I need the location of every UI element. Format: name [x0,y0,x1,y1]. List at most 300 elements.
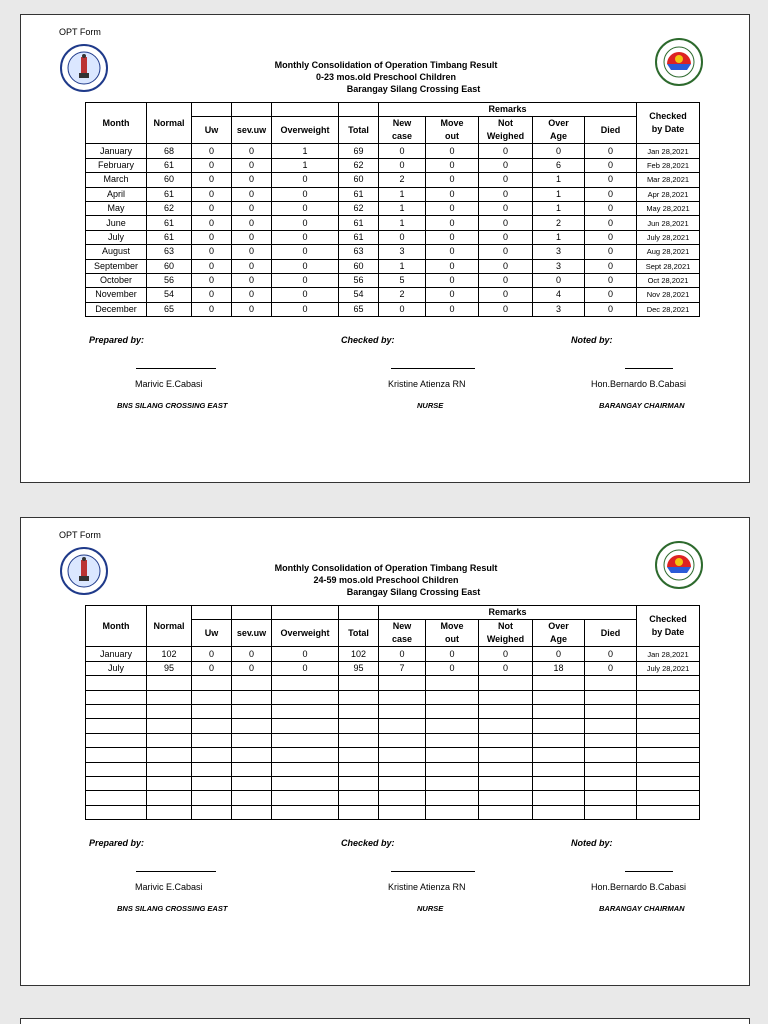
opt-form-page-2 [20,517,750,986]
table-cell: Nov 28,2021 [637,288,700,302]
noted-by-label: Noted by: [571,838,613,848]
table-cell: 0 [479,661,533,675]
table-cell: Jan 28,2021 [637,144,700,158]
table-cell [86,719,147,733]
table-cell [585,776,637,790]
header-new-case: New case [379,620,426,647]
header-sev-uw: sev.uw [232,117,272,144]
table-cell: 0 [232,302,272,316]
table-cell: Sept 28,2021 [637,259,700,273]
table-cell: November [86,288,147,302]
table-cell: June [86,216,147,230]
table-cell: 0 [272,273,339,287]
table-row [86,216,700,230]
table-cell: 0 [192,144,232,158]
table-cell: 1 [533,173,585,187]
table-cell: 0 [272,230,339,244]
table-cell [479,748,533,762]
table-cell: 68 [147,144,192,158]
table-cell: 1 [379,201,426,215]
table-cell: Apr 28,2021 [637,187,700,201]
table-cell: 0 [232,259,272,273]
table-cell: 0 [533,144,585,158]
table-cell [232,704,272,718]
table-cell: 54 [147,288,192,302]
table-cell: 62 [147,201,192,215]
table-cell: Feb 28,2021 [637,158,700,172]
header-normal: Normal [147,606,192,647]
signature-line [136,871,216,872]
signature-line [391,871,475,872]
table-cell: 0 [192,216,232,230]
table-cell [379,805,426,819]
table-cell [86,676,147,690]
prepared-by-name: Marivic E.Cabasi [135,379,203,389]
table-cell [192,719,232,733]
table-cell: July 28,2021 [637,661,700,675]
table-cell [479,676,533,690]
table-cell [585,805,637,819]
table-cell: 0 [232,661,272,675]
table-cell [637,733,700,747]
table-cell [637,762,700,776]
table-cell [147,748,192,762]
table-cell [339,776,379,790]
table-cell: 0 [272,302,339,316]
table-cell: 0 [426,647,479,661]
header-uw: Uw [192,117,232,144]
table-cell [147,776,192,790]
table-cell: 0 [232,173,272,187]
table-cell [86,776,147,790]
table-row [86,302,700,316]
table-row [86,733,700,747]
table-cell [637,704,700,718]
table-cell [585,733,637,747]
table-row [86,647,700,661]
table-cell: 7 [379,661,426,675]
table-row [86,719,700,733]
header-month: Month [86,606,147,647]
table-cell: August [86,245,147,259]
table-cell [272,776,339,790]
header-remarks: Remarks [379,103,637,117]
table-row [86,158,700,172]
table-cell: 0 [585,661,637,675]
table-cell [479,776,533,790]
header-total: Total [339,117,379,144]
table-cell: 0 [272,661,339,675]
signature-line [136,368,216,369]
table-cell: 0 [533,273,585,287]
noted-by-name: Hon.Bernardo B.Cabasi [591,379,687,389]
table-cell: February [86,158,147,172]
table-cell: 0 [479,647,533,661]
table-cell [147,791,192,805]
table-cell: 0 [426,259,479,273]
table-cell: 0 [232,288,272,302]
table-cell: 0 [232,144,272,158]
table-cell [192,805,232,819]
header-over-age: Over Age [533,620,585,647]
table-cell: 0 [379,230,426,244]
table-cell: 0 [379,144,426,158]
table-cell [232,748,272,762]
table-cell [272,704,339,718]
table-cell: 62 [339,158,379,172]
table-cell [379,690,426,704]
header-not-weighed: Not Weighed [479,620,533,647]
table-row [86,259,700,273]
table-cell: 2 [379,288,426,302]
table-cell: 0 [379,647,426,661]
table-cell: 0 [192,647,232,661]
table-cell [147,719,192,733]
table-cell: 60 [147,259,192,273]
table-cell: 1 [272,144,339,158]
table-cell: 4 [533,288,585,302]
table-cell: 3 [533,302,585,316]
table-cell: May [86,201,147,215]
table-cell: 63 [339,245,379,259]
table-cell: 1 [533,230,585,244]
table-cell [379,748,426,762]
table-cell: 69 [339,144,379,158]
table-cell: 61 [147,230,192,244]
table-cell [232,791,272,805]
table-cell: 61 [339,230,379,244]
table-cell [379,676,426,690]
table-cell: 0 [232,245,272,259]
checked-by-role: NURSE [417,904,444,913]
table-cell: 0 [232,201,272,215]
table-cell: September [86,259,147,273]
table-cell [339,719,379,733]
table-cell: 1 [272,158,339,172]
table-cell [585,748,637,762]
table-cell [192,791,232,805]
table-row [86,273,700,287]
table-cell: 0 [426,245,479,259]
table-cell: 18 [533,661,585,675]
table-cell: 0 [192,230,232,244]
noted-by-name: Hon.Bernardo B.Cabasi [591,882,687,892]
table-cell [86,805,147,819]
header-checked-by-date: Checked by Date [637,103,700,144]
table-cell: 61 [339,216,379,230]
table-cell: 1 [533,187,585,201]
table-cell: 3 [533,259,585,273]
table-cell: 62 [339,201,379,215]
table-cell [232,719,272,733]
header-checked-by-date: Checked by Date [637,606,700,647]
table-cell: 0 [585,259,637,273]
table-cell: December [86,302,147,316]
noted-by-role: BARANGAY CHAIRMAN [599,904,685,913]
table-cell [379,733,426,747]
table-cell: 60 [339,173,379,187]
opt-results-table [85,102,700,317]
table-cell [533,676,585,690]
form-label: OPT Form [59,530,101,540]
noted-by-role: BARANGAY CHAIRMAN [599,401,685,410]
table-cell [86,690,147,704]
table-cell: 65 [147,302,192,316]
table-cell: 1 [533,201,585,215]
form-label: OPT Form [59,27,101,37]
table-cell [86,704,147,718]
table-cell [339,791,379,805]
table-cell: 3 [379,245,426,259]
table-cell [533,748,585,762]
table-cell: 0 [426,288,479,302]
table-cell: 56 [147,273,192,287]
table-row [86,187,700,201]
table-cell: March [86,173,147,187]
table-cell: 0 [585,302,637,316]
table-cell: 0 [426,158,479,172]
table-cell [585,676,637,690]
table-cell: 0 [192,302,232,316]
table-cell [426,791,479,805]
table-cell [533,791,585,805]
table-row [86,245,700,259]
table-cell: 6 [533,158,585,172]
table-cell [533,690,585,704]
table-cell: 0 [479,144,533,158]
table-cell: 0 [585,216,637,230]
table-cell: 0 [192,273,232,287]
prepared-by-name: Marivic E.Cabasi [135,882,203,892]
table-cell: 95 [147,661,192,675]
table-cell: 0 [192,259,232,273]
form-title: Monthly Consolidation of Operation Timbang Result [274,563,498,573]
table-cell [272,690,339,704]
table-cell: 60 [147,173,192,187]
header-month: Month [86,103,147,144]
header-overweight: Overweight [272,117,339,144]
header-died: Died [585,620,637,647]
table-cell [479,719,533,733]
table-cell [147,762,192,776]
table-cell [339,805,379,819]
header-overweight: Overweight [272,620,339,647]
table-cell [426,748,479,762]
table-cell: July 28,2021 [637,230,700,244]
table-cell [585,704,637,718]
table-cell [232,733,272,747]
table-cell [426,805,479,819]
table-cell [479,704,533,718]
table-cell: 0 [232,230,272,244]
table-cell: 2 [379,173,426,187]
table-cell: 60 [339,259,379,273]
table-cell [479,805,533,819]
table-cell [272,748,339,762]
header-uw: Uw [192,620,232,647]
table-cell: 0 [585,201,637,215]
table-cell: 0 [192,245,232,259]
table-cell [426,733,479,747]
table-row [86,288,700,302]
table-cell: 0 [192,288,232,302]
table-cell [192,776,232,790]
table-cell [339,676,379,690]
opt-form-page-3-partial [20,1018,750,1024]
table-cell [339,690,379,704]
table-cell: 0 [479,201,533,215]
table-cell: 1 [379,216,426,230]
table-cell [479,791,533,805]
table-cell: 0 [533,647,585,661]
table-cell: 0 [585,288,637,302]
table-cell [637,748,700,762]
table-cell [232,676,272,690]
table-cell: October [86,273,147,287]
table-cell: 0 [585,230,637,244]
table-cell: 0 [479,230,533,244]
table-cell [379,776,426,790]
table-cell [379,704,426,718]
table-cell [379,762,426,776]
header-over-age: Over Age [533,117,585,144]
table-cell [86,762,147,776]
header-remarks: Remarks [379,606,637,620]
table-cell [426,704,479,718]
table-cell [426,719,479,733]
table-cell: 95 [339,661,379,675]
table-cell [192,733,232,747]
table-cell: 0 [272,201,339,215]
table-cell: Mar 28,2021 [637,173,700,187]
table-cell [533,704,585,718]
table-cell: January [86,144,147,158]
table-cell: 63 [147,245,192,259]
table-cell [637,676,700,690]
table-cell: 0 [272,245,339,259]
table-cell: July [86,230,147,244]
table-cell [379,719,426,733]
signature-line [625,368,673,369]
table-row [86,661,700,675]
checked-by-role: NURSE [417,401,444,410]
table-cell [426,676,479,690]
table-cell: 0 [232,647,272,661]
table-cell: 0 [585,647,637,661]
table-cell: 0 [272,216,339,230]
table-cell [637,776,700,790]
table-cell [192,704,232,718]
table-cell: 54 [339,288,379,302]
table-cell [533,805,585,819]
table-cell: 0 [479,245,533,259]
signature-line [625,871,673,872]
table-cell: Jan 28,2021 [637,647,700,661]
header-total: Total [339,620,379,647]
table-cell [147,690,192,704]
table-cell: Jun 28,2021 [637,216,700,230]
table-cell: 0 [232,216,272,230]
table-cell [272,762,339,776]
table-cell: 0 [479,173,533,187]
table-cell [426,690,479,704]
form-subtitle: 24-59 mos.old Preschool Children [313,575,459,585]
table-cell: 0 [479,302,533,316]
table-cell: 0 [272,288,339,302]
form-subtitle: 0-23 mos.old Preschool Children [315,72,457,82]
table-cell: 0 [479,259,533,273]
table-row [86,690,700,704]
table-cell: 0 [479,288,533,302]
form-titles [21,59,751,95]
table-cell [533,733,585,747]
table-cell [272,805,339,819]
table-cell [533,762,585,776]
header-new-case: New case [379,117,426,144]
table-row [86,230,700,244]
table-cell: 0 [232,158,272,172]
table-cell: 65 [339,302,379,316]
table-row [86,762,700,776]
table-cell: 0 [426,661,479,675]
table-cell [637,805,700,819]
prepared-by-role: BNS SILANG CROSSING EAST [117,401,228,410]
header-move-out: Move out [426,117,479,144]
table-cell [147,676,192,690]
table-cell: 0 [426,201,479,215]
table-cell: 61 [339,187,379,201]
table-cell: 0 [585,273,637,287]
table-cell: 0 [585,187,637,201]
table-row [86,748,700,762]
table-cell: 0 [272,259,339,273]
checked-by-name: Kristine Atienza RN [388,882,466,892]
table-cell: Dec 28,2021 [637,302,700,316]
table-cell: 0 [272,647,339,661]
table-cell: 0 [426,144,479,158]
table-cell: 0 [479,216,533,230]
table-cell: 0 [232,273,272,287]
table-cell: 0 [192,173,232,187]
table-cell [637,791,700,805]
table-cell: 0 [232,187,272,201]
table-cell [533,776,585,790]
prepared-by-label: Prepared by: [89,335,145,345]
table-cell [232,690,272,704]
form-barangay: Barangay Silang Crossing East [346,587,481,597]
table-cell: 0 [272,173,339,187]
table-cell: 0 [379,158,426,172]
table-cell: 0 [585,245,637,259]
table-cell: 61 [147,158,192,172]
table-cell [272,791,339,805]
table-cell: 102 [339,647,379,661]
table-row [86,791,700,805]
table-cell: 0 [192,158,232,172]
table-cell: 0 [585,144,637,158]
table-cell [192,690,232,704]
table-cell [192,676,232,690]
table-cell: 1 [379,187,426,201]
table-cell [192,762,232,776]
table-cell [479,690,533,704]
table-cell: 0 [192,201,232,215]
header-died: Died [585,117,637,144]
table-row [86,201,700,215]
checked-by-label: Checked by: [341,335,395,345]
table-cell: 0 [192,661,232,675]
table-cell: 0 [479,187,533,201]
